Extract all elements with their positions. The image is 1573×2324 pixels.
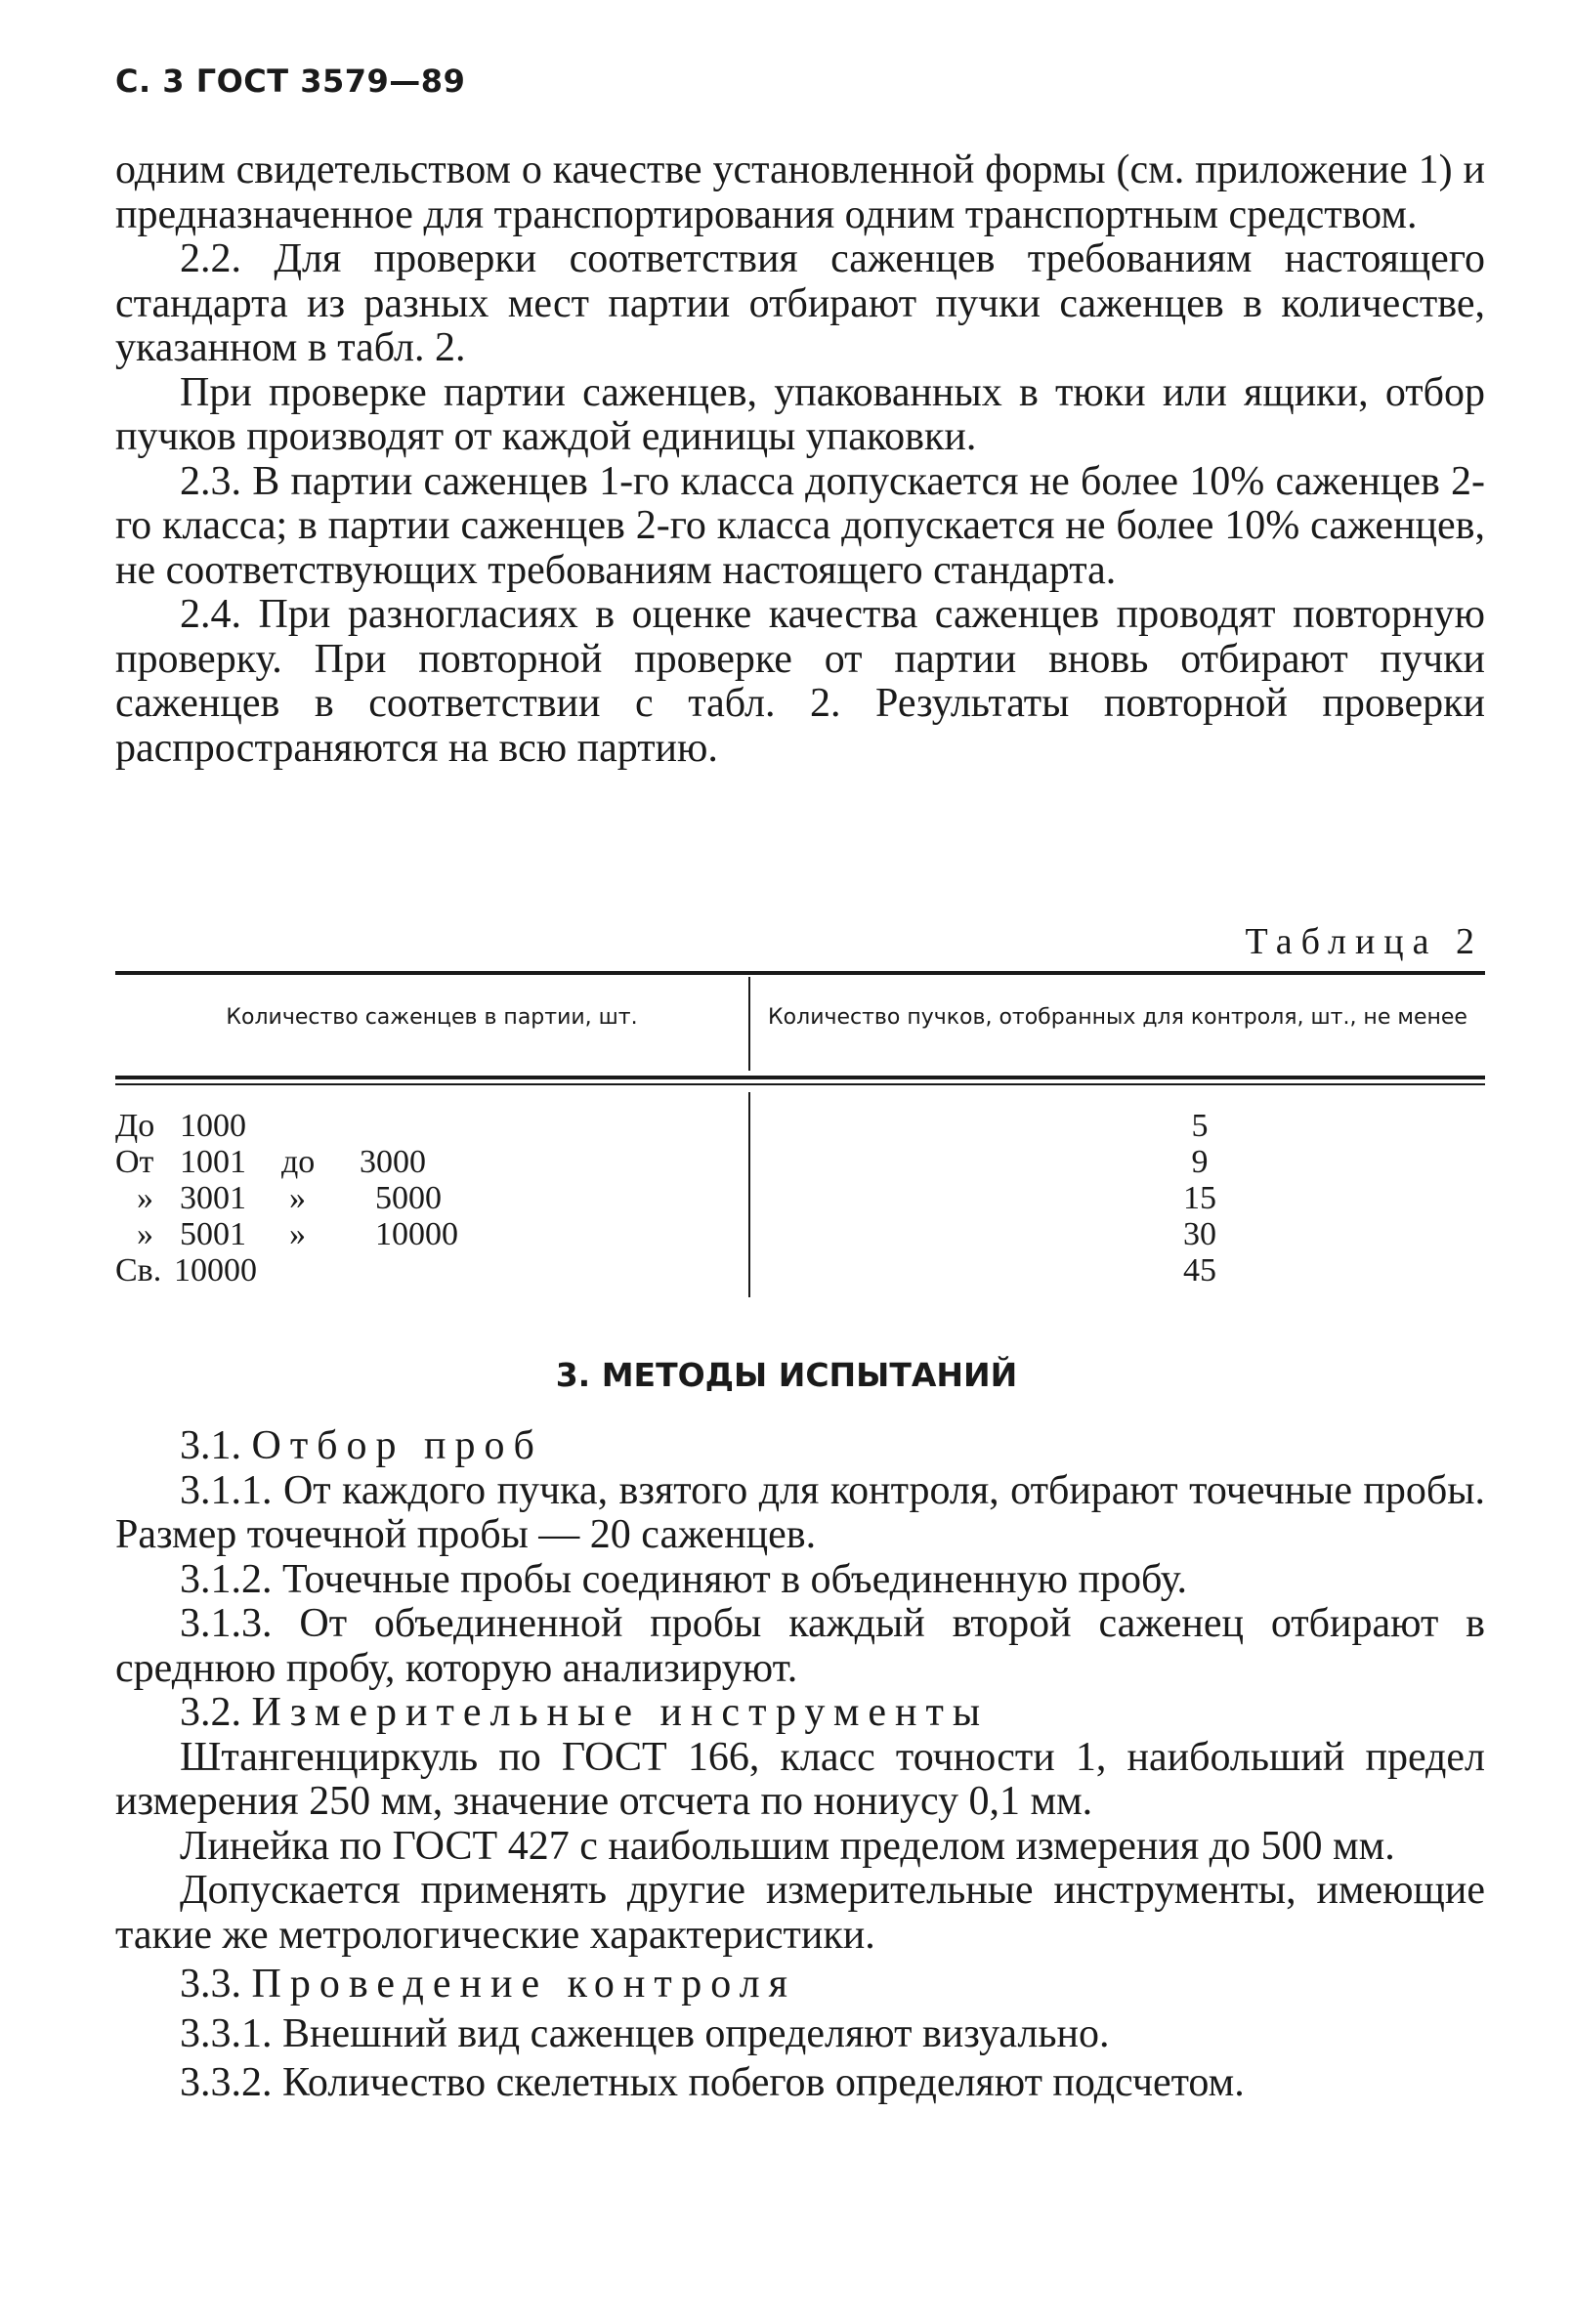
body-text-top bbox=[115, 148, 1485, 771]
table-divider bbox=[748, 1092, 750, 1297]
paragraph: Линейка по ГОСТ 427 с наибольшим пределом измерения до 500 мм. bbox=[180, 1823, 1395, 1869]
subsection-3-1: 3.1. Отбор проб bbox=[180, 1423, 543, 1468]
table-cell: 45 bbox=[1183, 1252, 1216, 1289]
paragraph-3-1-3: 3.1.3. От объединенной пробы каждый второй саженец отбирают в среднюю пробу, которую анализируют. bbox=[115, 1601, 1485, 1691]
table-rule bbox=[115, 1083, 1485, 1085]
paragraph-3-1-2: 3.1.2. Точечные пробы соединяют в объединенную пробу. bbox=[180, 1556, 1188, 1602]
table-header-col2: Количество пучков, отобранных для контроля, шт., не менее bbox=[768, 1005, 1467, 1030]
table-caption: Таблица 2 bbox=[1245, 921, 1483, 962]
paragraph: одним свидетельством о качестве установленной формы (см. приложение 1) и предназначенное для транспортирования одним транспортным средством. bbox=[115, 148, 1485, 237]
paragraph: Допускается применять другие измерительные инструменты, имеющие такие же метрологические характеристики. bbox=[115, 1868, 1485, 1958]
paragraph-3-3-2: 3.3.2. Количество скелетных побегов определяют подсчетом. bbox=[180, 2060, 1245, 2105]
paragraph-2-4: 2.4. При разногласиях в оценке качества саженцев проводят повторную проверку. При повторной проверке от партии вновь отбирают пучки саженцев в соответствии с табл. 2. Результаты повторной проверки распространяются на всю партию. bbox=[115, 592, 1485, 771]
table-header-col1: Количество саженцев в партии, шт. bbox=[226, 1005, 638, 1030]
table-rule bbox=[115, 971, 1485, 975]
paragraph-3-1-1: 3.1.1. От каждого пучка, взятого для контроля, отбирают точечные пробы. Размер точечной пробы — 20 саженцев. bbox=[115, 1467, 1485, 1557]
subsection-3-3: 3.3. Проведение контроля bbox=[180, 1962, 796, 2007]
section-title: 3. МЕТОДЫ ИСПЫТАНИЙ bbox=[555, 1356, 1018, 1394]
table-col2 bbox=[1141, 1108, 1258, 1289]
paragraph-2-3: 2.3. В партии саженцев 1-го класса допускается не более 10% саженцев 2-го класса; в партии саженцев 2-го класса допускается не более 10% саженцев, не соответствующих требованиям настоящего стандарта. bbox=[115, 458, 1486, 593]
table-cell: 15 bbox=[1183, 1180, 1216, 1216]
table-cell: 30 bbox=[1183, 1216, 1216, 1252]
table-cell: 9 bbox=[1191, 1144, 1209, 1180]
table-rule bbox=[115, 1076, 1485, 1079]
paragraph: При проверке партии саженцев, упакованных в тюки или ящики, отбор пучков производят от каждой единицы упаковки. bbox=[115, 369, 1485, 459]
table-2: Количество саженцев в партии, шт. Количество пучков, отобранных для контроля, шт., не менее До 1000 От 1001 до 3000 » 3001 » 5000 » 5001 » 10000 Св. 10000 5 9 15 30 45 bbox=[115, 971, 1485, 1299]
paragraph-2-2: 2.2. Для проверки соответствия саженцев требованиям настоящего стандарта из разных мест партии отбирают пучки саженцев в количестве, указанном в табл. 2. bbox=[115, 236, 1486, 370]
body-text-section3 bbox=[115, 1424, 1485, 2106]
paragraph: Штангенциркуль по ГОСТ 166, класс точности 1, наибольший предел измерения 250 мм, значение отсчета по нониусу 0,1 мм. bbox=[115, 1734, 1485, 1824]
paragraph-3-3-1: 3.3.1. Внешний вид саженцев определяют визуально. bbox=[180, 2010, 1110, 2056]
page-header: С. 3 ГОСТ 3579—89 bbox=[115, 63, 466, 100]
table-cell: 5 bbox=[1191, 1108, 1209, 1144]
subsection-3-2: 3.2. Измерительные инструменты bbox=[180, 1690, 990, 1735]
